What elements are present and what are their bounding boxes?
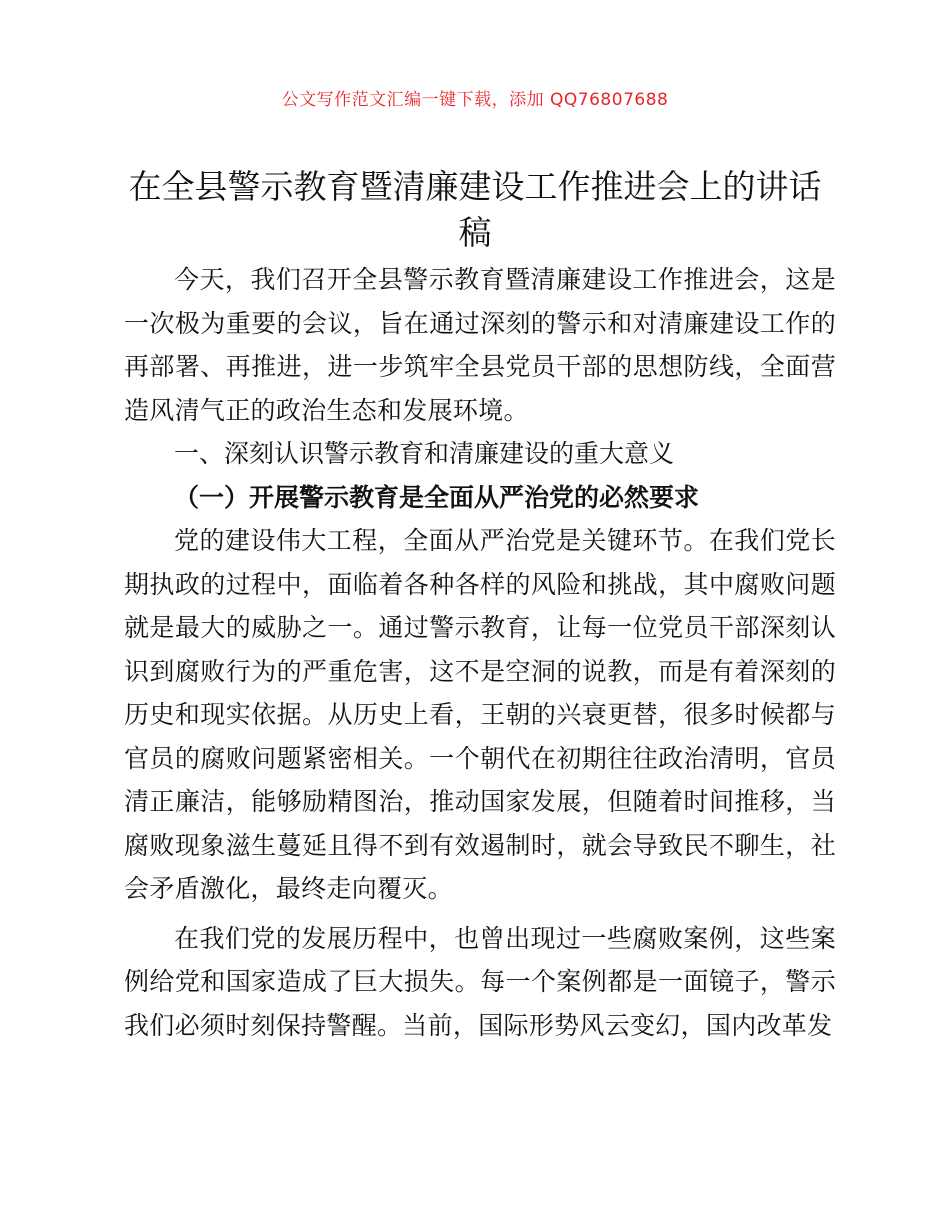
document-title: 在全县警示教育暨清廉建设工作推进会上的讲话稿	[128, 167, 822, 252]
document-body	[124, 258, 836, 1047]
watermark-banner: 公文写作范文汇编一键下载，添加 QQ76807688	[281, 90, 669, 110]
paragraph-body-2: 在我们党的发展历程中，也曾出现过一些腐败案例，这些案例给党和国家造成了巨大损失。每一个案例都是一面镜子，警示我们必须时刻保持警醒。当前，国际形势风云变幻，国内改革发	[124, 923, 836, 1040]
paragraph-body-1: 党的建设伟大工程，全面从严治党是关键环节。在我们党长期执政的过程中，面临着各种各样的风险和挑战，其中腐败问题就是最大的威胁之一。通过警示教育，让每一位党员干部深刻认识到腐败行为的严重危害，这不是空洞的说教，而是有着深刻的历史和现实依据。从历史上看，王朝的兴衰更替，很多时候都与官员的腐败问题紧密相关。一个朝代在初期往往政治清明，官员清正廉洁，能够励精图治，推动国家发展，但随着时间推移，当腐败现象滋生蔓延且得不到有效遏制时，就会导致民不聊生，社会矛盾激化，最终走向覆灭。	[124, 526, 836, 903]
paragraph-intro: 今天，我们召开全县警示教育暨清廉建设工作推进会，这是一次极为重要的会议，旨在通过深刻的警示和对清廉建设工作的再部署、再推进，进一步筑牢全县党员干部的思想防线，全面营造风清气正的政治生态和发展环境。	[124, 265, 836, 425]
section-heading-1: 一、深刻认识警示教育和清廉建设的重大意义	[174, 439, 675, 468]
subsection-heading-1: （一）开展警示教育是全面从严治党的必然要求	[174, 482, 700, 512]
